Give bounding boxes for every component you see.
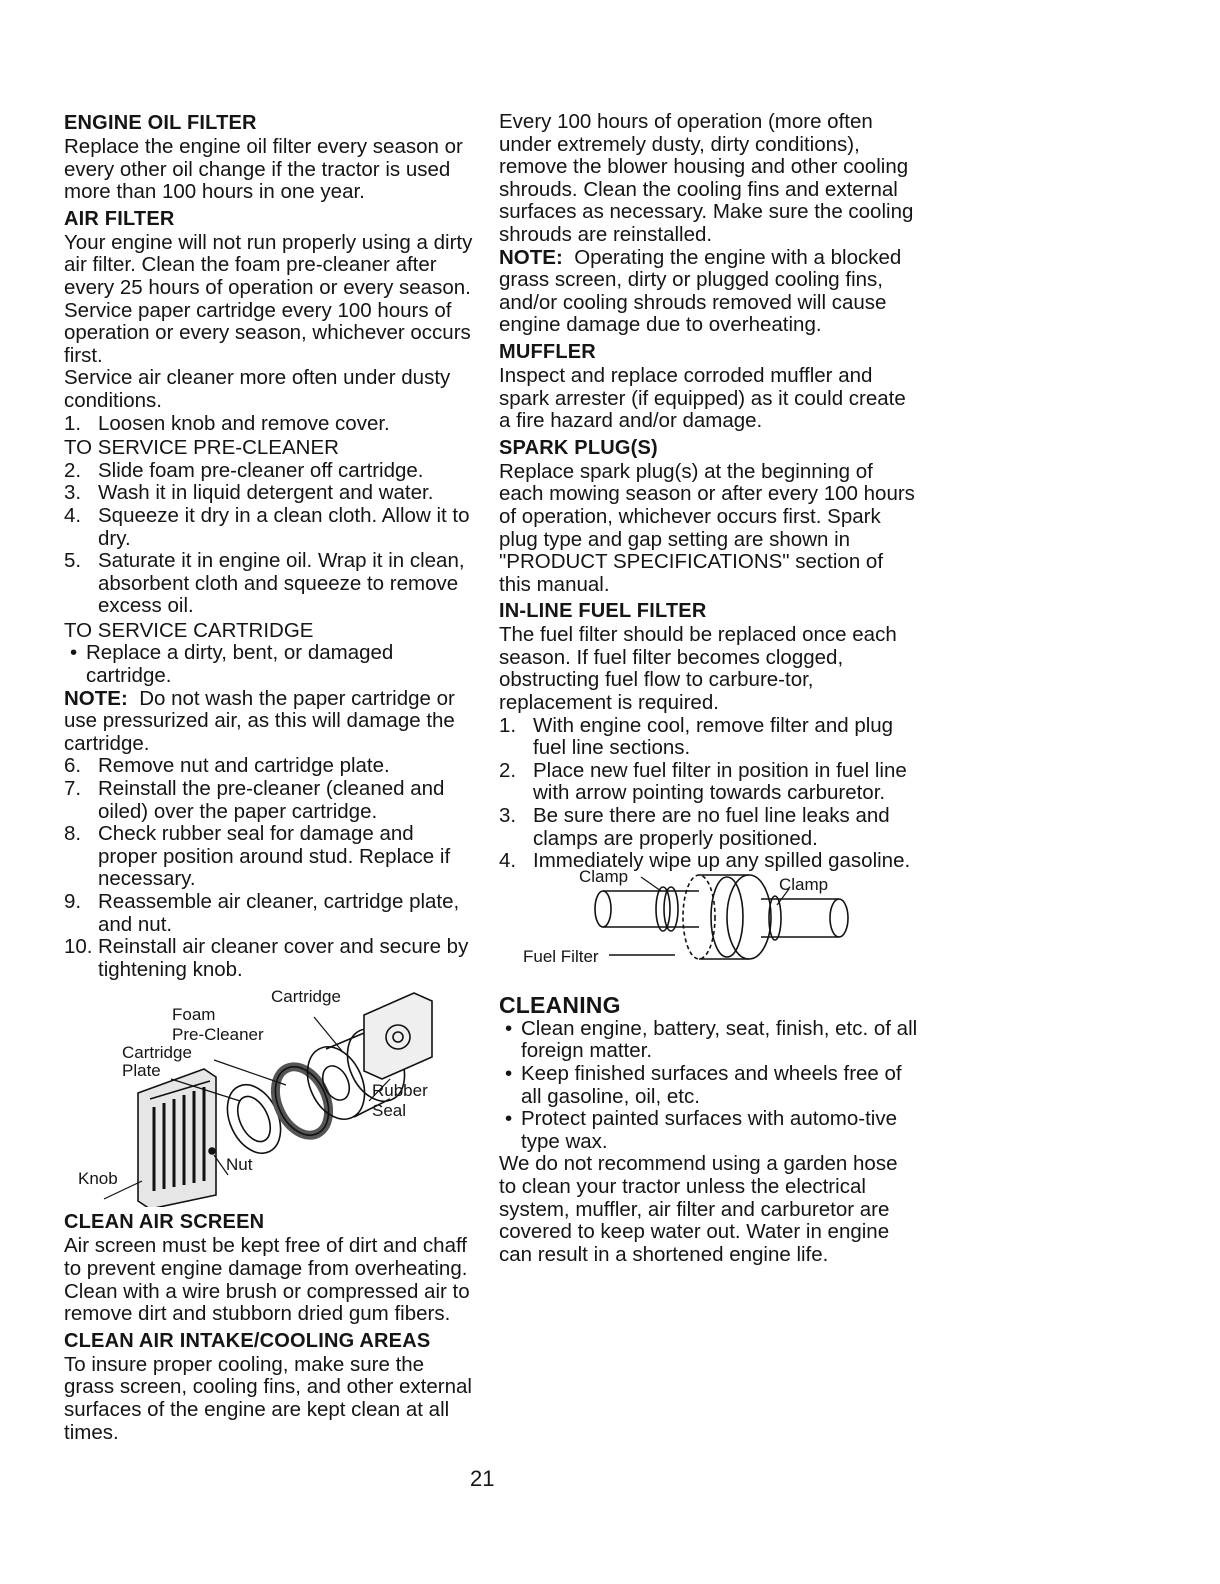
note-label: NOTE: (64, 686, 128, 710)
list-item: 4. Squeeze it dry in a clean cloth. Allow it to dry. (64, 503, 470, 550)
left-column (64, 111, 476, 1444)
list-item: 3. Wash it in liquid detergent and water. (64, 481, 434, 505)
cleaning-heading: CLEANING (499, 991, 621, 1018)
cartridge-subheading: TO SERVICE CARTRIDGE (64, 618, 314, 642)
fuel-filter-label: Fuel Filter (523, 946, 599, 966)
list-item: 2. Place new fuel filter in position in fuel line with arrow pointing towards carburetor. (499, 758, 907, 805)
cartridge-steps (64, 755, 476, 981)
list-item: 1. Loosen knob and remove cover. (64, 411, 390, 435)
list-item: 4. Immediately wipe up any spilled gasoline. (499, 849, 911, 873)
list-item: 2. Slide foam pre-cleaner off cartridge. (64, 458, 424, 482)
note-label: NOTE: (499, 245, 563, 269)
cooling-note: NOTE: Operating the engine with a blocked grass screen, dirty or plugged cooling fins, and/or cooling shrouds removed will cause engine damage due to overheating. (499, 245, 902, 337)
clean-air-screen-heading: CLEAN AIR SCREEN (64, 1211, 265, 1234)
list-item: 3. Be sure there are no fuel line leaks and clamps are properly positioned. (499, 804, 890, 850)
list-item: • Protect painted surfaces with automo-tive type wax. (505, 1107, 898, 1153)
muffler-heading: MUFFLER (499, 340, 596, 363)
muffler-text: Inspect and replace corroded muffler and spark arrester (if equipped) as it could create a fire hazard and/or damage. (499, 363, 906, 433)
list-item: 6. Remove nut and cartridge plate. (64, 754, 390, 778)
air-filter-heading: AIR FILTER (64, 207, 175, 230)
list-item: 7. Reinstall the pre-cleaner (cleaned and oiled) over the paper cartridge. (64, 777, 445, 823)
pre-cleaner-subheading: TO SERVICE PRE-CLEANER (64, 436, 339, 460)
clamp-right-label: Clamp (779, 874, 829, 894)
engine-oil-filter-text: Replace the engine oil filter every season or every other oil change if the tractor is used more than 100 hours in one year. (64, 135, 463, 204)
cleaning-text: We do not recommend using a garden hose to clean your tractor unless the electrical system, muffler, air filter and carburetor are covered to keep water out. Water in engine can result in a shortened engine life. (499, 1152, 898, 1266)
list-item: • Keep finished surfaces and wheels free of all gasoline, oil, etc. (505, 1062, 902, 1108)
rubber-label: Rubber (372, 1081, 428, 1101)
pre-cleaner-label: Pre-Cleaner (172, 1025, 264, 1045)
cartridge-note: NOTE: Do not wash the paper cartridge or use pressurized air, as this will damage the cartridge. (64, 686, 455, 755)
nut-label: Nut (226, 1155, 253, 1175)
air-filter-diagram (64, 981, 476, 1207)
clamp-left-label: Clamp (579, 866, 629, 886)
cartridge-plate-label-1: Cartridge (122, 1043, 192, 1063)
foam-label: Foam (172, 1005, 216, 1025)
right-column (499, 111, 919, 1266)
cartridge-plate-label-2: Plate (122, 1061, 161, 1081)
cartridge-bullets (64, 642, 476, 687)
pre-cleaner-steps (64, 460, 476, 618)
fuel-filter-diagram (499, 866, 919, 985)
list-item: 8. Check rubber seal for damage and proper position around stud. Replace if necessary. (64, 822, 451, 891)
list-item: 1. With engine cool, remove filter and plug fuel line sections. (499, 713, 894, 760)
knob-label: Knob (78, 1169, 118, 1189)
list-item: • Clean engine, battery, seat, finish, etc. of all foreign matter. (505, 1016, 918, 1063)
clean-air-intake-text: To insure proper cooling, make sure the grass screen, cooling fins, and other external surfaces of the engine are kept clean at all times. (64, 1352, 472, 1444)
list-item: 9. Reassemble air cleaner, cartridge plate, and nut. (64, 890, 460, 936)
spark-plugs-text: Replace spark plug(s) at the beginning of each mowing season or after every 100 hours of operation, whichever occurs first. Spark plug type and gap setting are shown in "PRODUCT SPECIFICATIONS" section of this manual. (499, 459, 915, 596)
fuel-filter-text: The fuel filter should be replaced once each season. If fuel filter becomes clogged, obstructing fuel flow to carbure-tor, replacement is required. (499, 623, 897, 715)
fuel-filter-heading: IN-LINE FUEL FILTER (499, 600, 707, 623)
cleaning-bullets (499, 1018, 919, 1154)
cooling-text: Every 100 hours of operation (more often under extremely dusty, dirty conditions), remove the blower housing and other cooling shrouds. Clean the cooling fins and external surfaces as necessary. Make sure the cooling shrouds are reinstalled. (499, 110, 914, 246)
air-filter-text: Your engine will not run properly using a dirty air filter. Clean the foam pre-cleaner after every 25 hours of operation or every season. Service paper cartridge every 100 hours of operation or every season, whichever occurs first. (64, 230, 473, 367)
list-item: 10. Reinstall air cleaner cover and secure by tightening knob. (64, 935, 469, 981)
list-item: • Replace a dirty, bent, or damaged cartridge. (70, 641, 394, 688)
fuel-filter-illustration (499, 873, 919, 985)
spark-plugs-heading: SPARK PLUG(S) (499, 436, 658, 459)
fuel-filter-steps (499, 715, 919, 873)
clean-air-screen-text: Air screen must be kept free of dirt and chaff to prevent engine damage from overheating. Clean with a wire brush or compressed air to remove dirt and stubborn dried gum fibers. (64, 1234, 470, 1326)
list-item: 5. Saturate it in engine oil. Wrap it in clean, absorbent cloth and squeeze to remove excess oil. (64, 549, 465, 618)
engine-oil-filter-heading: ENGINE OIL FILTER (64, 112, 257, 134)
air-filter-step-1 (64, 413, 476, 436)
seal-label: Seal (372, 1101, 407, 1121)
air-filter-dusty-text: Service air cleaner more often under dusty conditions. (64, 366, 451, 412)
page-number: 21 (470, 1466, 495, 1491)
clean-air-intake-heading: CLEAN AIR INTAKE/COOLING AREAS (64, 1329, 431, 1352)
cartridge-label: Cartridge (271, 987, 341, 1007)
